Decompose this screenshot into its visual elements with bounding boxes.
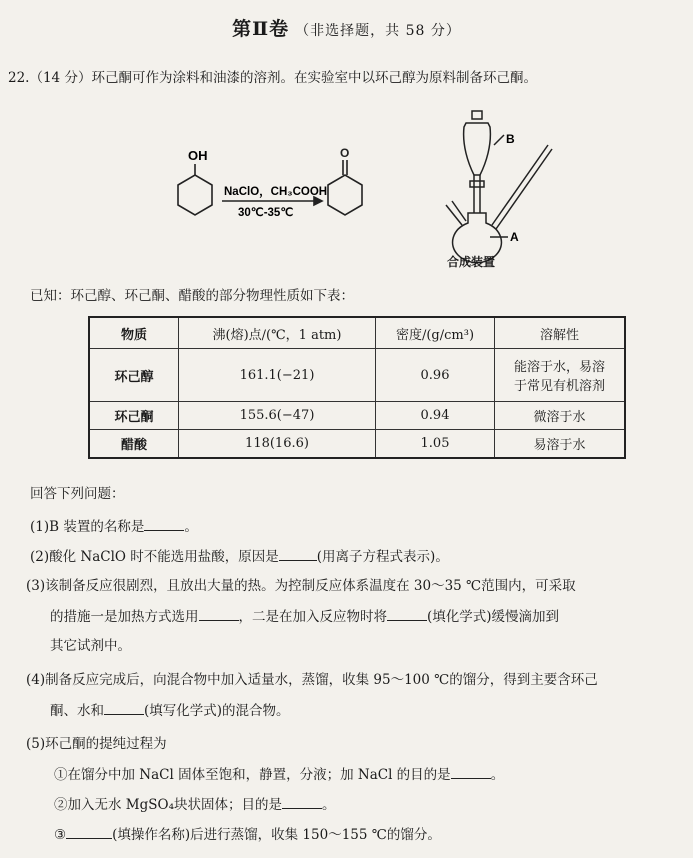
table-cell bbox=[495, 349, 626, 402]
table-cell: 微溶于水 bbox=[495, 402, 626, 430]
table-row bbox=[89, 430, 625, 459]
table-cell: 118(16.6) bbox=[179, 430, 376, 459]
part-1-text: (1)B 装置的名称是 bbox=[30, 519, 145, 535]
table-header-cell: 密度/(g/cm³) bbox=[376, 317, 495, 349]
conditions-label: 30℃-35℃ bbox=[238, 207, 294, 219]
step-text: ②加入无水 MgSO₄块状固体；目的是 bbox=[54, 797, 282, 813]
table-cell: 1.05 bbox=[376, 430, 495, 459]
table-cell: 醋酸 bbox=[89, 430, 179, 459]
known-text: 已知：环己醇、环己酮、醋酸的部分物理性质如下表： bbox=[30, 288, 354, 304]
step-text: ③ bbox=[54, 827, 67, 843]
label-b: B bbox=[506, 132, 515, 146]
answer-blank[interactable] bbox=[451, 764, 491, 779]
synthesis-apparatus bbox=[428, 105, 568, 265]
table-row bbox=[89, 402, 625, 430]
table-cell: 环己酮 bbox=[89, 402, 179, 430]
table-cell: 易溶于水 bbox=[495, 430, 626, 459]
solubility-line: 能溶于水，易溶 bbox=[513, 360, 605, 375]
hydroxyl-label: OH bbox=[188, 148, 208, 163]
answer-blank[interactable] bbox=[282, 794, 322, 809]
reaction-arrow bbox=[222, 197, 322, 205]
table-row bbox=[89, 349, 625, 402]
answer-blank[interactable] bbox=[104, 700, 144, 715]
step-end: 。 bbox=[490, 767, 505, 783]
table-cell: 0.96 bbox=[376, 349, 495, 402]
svg-text:O: O bbox=[340, 146, 350, 160]
part-5-title: (5)环己酮的提纯过程为 bbox=[26, 736, 167, 752]
answer-blank[interactable] bbox=[144, 516, 184, 531]
cyclohexanone-structure bbox=[328, 146, 362, 215]
answer-blank[interactable] bbox=[279, 546, 317, 561]
part-3-line3: 其它试剂中。 bbox=[50, 638, 131, 654]
table-header-cell: 沸(熔)点/(℃，1 atm) bbox=[179, 317, 376, 349]
part-5-step1 bbox=[54, 764, 504, 785]
answer-intro: 回答下列问题： bbox=[30, 486, 125, 502]
part-4-line1: (4)制备反应完成后，向混合物中加入适量水，蒸馏，收集 95～100 ℃的馏分，得到主要含环己 bbox=[26, 672, 598, 688]
cyclohexanol-structure bbox=[178, 164, 212, 215]
reaction-scheme bbox=[150, 140, 370, 240]
part-3-line2 bbox=[50, 606, 559, 627]
dropping-funnel-icon bbox=[464, 123, 491, 175]
table-cell: 环己醇 bbox=[89, 349, 179, 402]
part-3-text: 的措施一是加热方式选用 bbox=[50, 609, 199, 625]
table-header-cell: 溶解性 bbox=[495, 317, 626, 349]
step-text: ①在馏分中加 NaCl 固体至饱和，静置，分液；加 NaCl 的目的是 bbox=[54, 767, 451, 783]
label-a: A bbox=[510, 230, 519, 244]
part-1 bbox=[30, 516, 198, 537]
part-4-line2 bbox=[50, 700, 290, 721]
part-3-text: ，二是在加入反应物时将 bbox=[238, 609, 387, 625]
part-5-step3 bbox=[54, 824, 441, 845]
table-header-cell: 物质 bbox=[89, 317, 179, 349]
part-4-text: 酮、水和 bbox=[50, 703, 104, 719]
solubility-line: 于常见有机溶剂 bbox=[513, 379, 605, 394]
part-3-line1: (3)该制备反应很剧烈，且放出大量的热。为控制反应体系温度在 30～35 ℃范围内，可采取 bbox=[26, 578, 576, 594]
table-header-row bbox=[89, 317, 625, 349]
part-5-step2 bbox=[54, 794, 335, 815]
part-2 bbox=[30, 546, 449, 567]
part-2-end: (用离子方程式表示)。 bbox=[316, 549, 449, 565]
section-subtitle: （非选择题，共 58 分） bbox=[295, 23, 461, 39]
part-4-text: (填写化学式)的混合物。 bbox=[144, 703, 290, 719]
funnel-stopper-icon bbox=[472, 111, 482, 119]
part-1-end: 。 bbox=[184, 519, 198, 535]
table-cell: 155.6(−47) bbox=[179, 402, 376, 430]
answer-blank[interactable] bbox=[387, 606, 427, 621]
section-title bbox=[0, 14, 693, 41]
table-cell: 0.94 bbox=[376, 402, 495, 430]
part-2-text: (2)酸化 NaClO 时不能选用盐酸，原因是 bbox=[30, 549, 279, 565]
step-end: (填操作名称)后进行蒸馏，收集 150～155 ℃的馏分。 bbox=[112, 827, 441, 843]
apparatus-caption: 合成装置 bbox=[447, 255, 496, 269]
part-3-text: (填化学式)缓慢滴加到 bbox=[427, 609, 560, 625]
properties-table bbox=[88, 316, 626, 459]
question-intro: 22.（14 分）环己酮可作为涂料和油漆的溶剂。在实验室中以环己醇为原料制备环己酮。 bbox=[8, 70, 537, 86]
section-title-text: 第Ⅱ卷 bbox=[232, 18, 290, 40]
table-cell: 161.1(−21) bbox=[179, 349, 376, 402]
step-end: 。 bbox=[321, 797, 336, 813]
answer-blank[interactable] bbox=[199, 606, 239, 621]
reagents-label: NaClO，CH₃COOH bbox=[224, 186, 328, 198]
answer-blank[interactable] bbox=[66, 824, 112, 839]
